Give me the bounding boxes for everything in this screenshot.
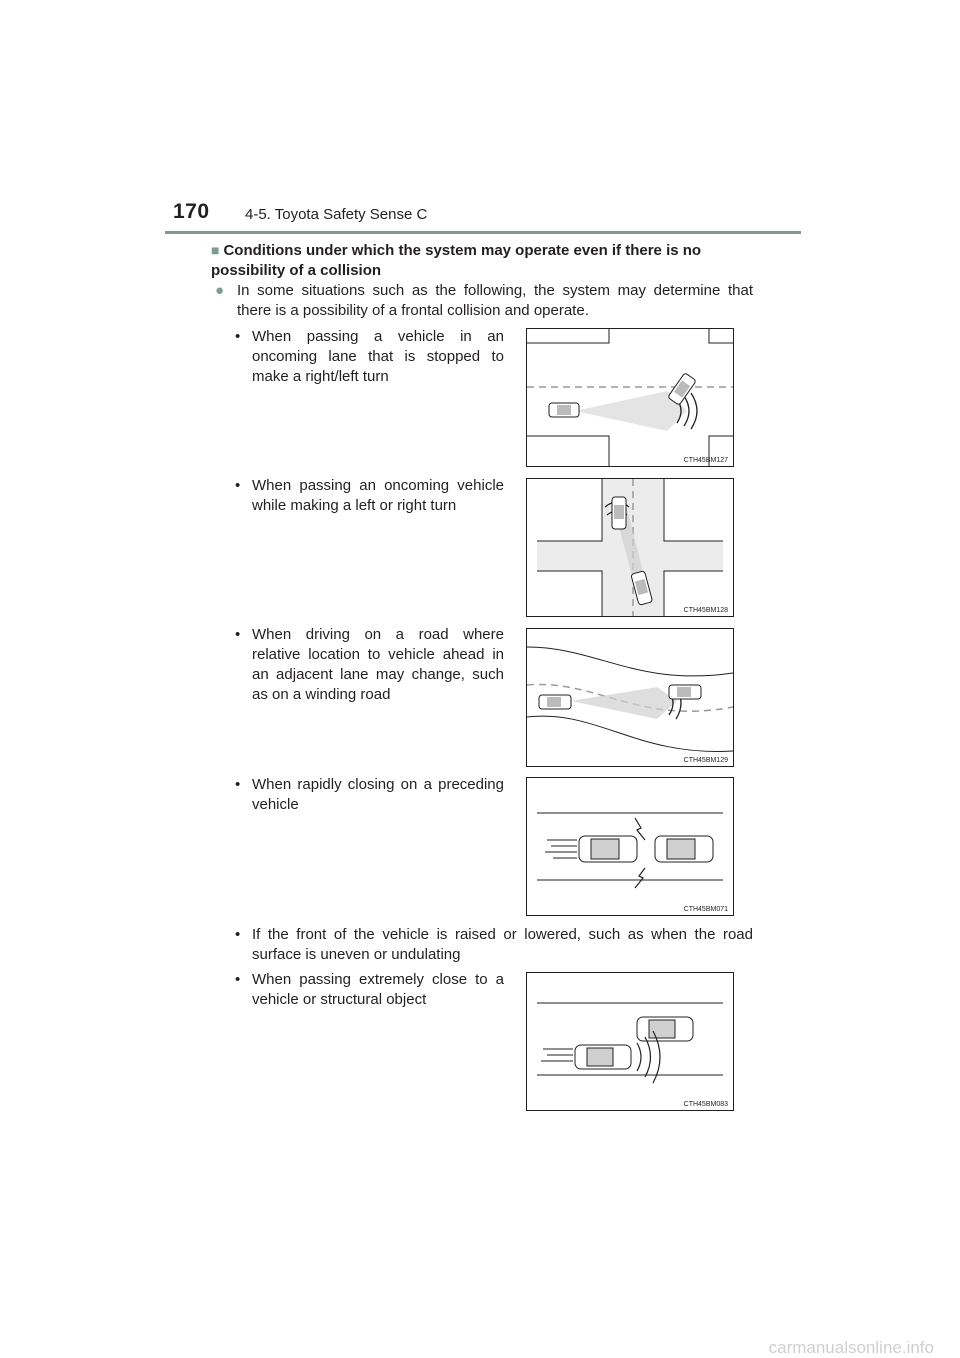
rapid-closing-illustration [527, 778, 733, 915]
item-bullet: • [235, 776, 241, 793]
list-item [235, 327, 504, 387]
figure-turning-oncoming-vehicle [526, 478, 734, 617]
subsection-heading [211, 240, 756, 281]
intro-text: In some situations such as the following, the system may determine that there is a possibility of a frontal collision and operate. [237, 282, 753, 319]
item-text: When passing extremely close to a vehicle or structural object [252, 971, 504, 1008]
intersection-illustration [527, 329, 733, 466]
header-divider [165, 231, 801, 234]
item-text: When rapidly closing on a preceding vehicle [252, 776, 504, 813]
figure-code: CTH45BM128 [683, 607, 728, 614]
item-bullet: • [235, 328, 241, 345]
item-bullet: • [235, 971, 241, 988]
item-text: If the front of the vehicle is raised or lowered, such as when the road surface is uneven or undulating [252, 926, 753, 963]
figure-code: CTH45BM129 [683, 757, 728, 764]
square-bullet-icon: ■ [211, 242, 220, 258]
winding-road-illustration [527, 629, 733, 766]
intro-paragraph [215, 281, 753, 321]
item-text: When passing an oncoming vehicle while making a left or right turn [252, 477, 504, 514]
subsection-heading-text: Conditions under which the system may operate even if there is no possibility of a collision [211, 242, 702, 279]
item-text: When passing a vehicle in an oncoming lane that is stopped to make a right/left turn [252, 328, 504, 385]
figure-winding-road [526, 628, 734, 767]
watermark-text: carmanualsonline.info [768, 1338, 934, 1357]
list-item [235, 625, 504, 705]
section-title: 4-5. Toyota Safety Sense C [245, 206, 428, 223]
turn-illustration [527, 479, 733, 616]
figure-code: CTH45BM083 [683, 1101, 728, 1108]
list-item [235, 476, 504, 516]
page-number: 170 [173, 200, 210, 223]
item-bullet: • [235, 926, 241, 943]
figure-oncoming-stopped-vehicle [526, 328, 734, 467]
figure-close-passing [526, 972, 734, 1111]
list-item [235, 970, 504, 1010]
item-text: When driving on a road where relative location to vehicle ahead in an adjacent lane may change, such as on a winding road [252, 626, 504, 703]
close-passing-illustration [527, 973, 733, 1110]
list-item [235, 775, 504, 815]
item-bullet: • [235, 626, 241, 643]
figure-code: CTH45BM127 [683, 457, 728, 464]
figure-code: CTH45BM071 [683, 906, 728, 913]
list-item [235, 925, 753, 965]
item-bullet: • [235, 477, 241, 494]
circle-bullet-icon: ● [215, 282, 225, 299]
figure-rapid-closing [526, 777, 734, 916]
